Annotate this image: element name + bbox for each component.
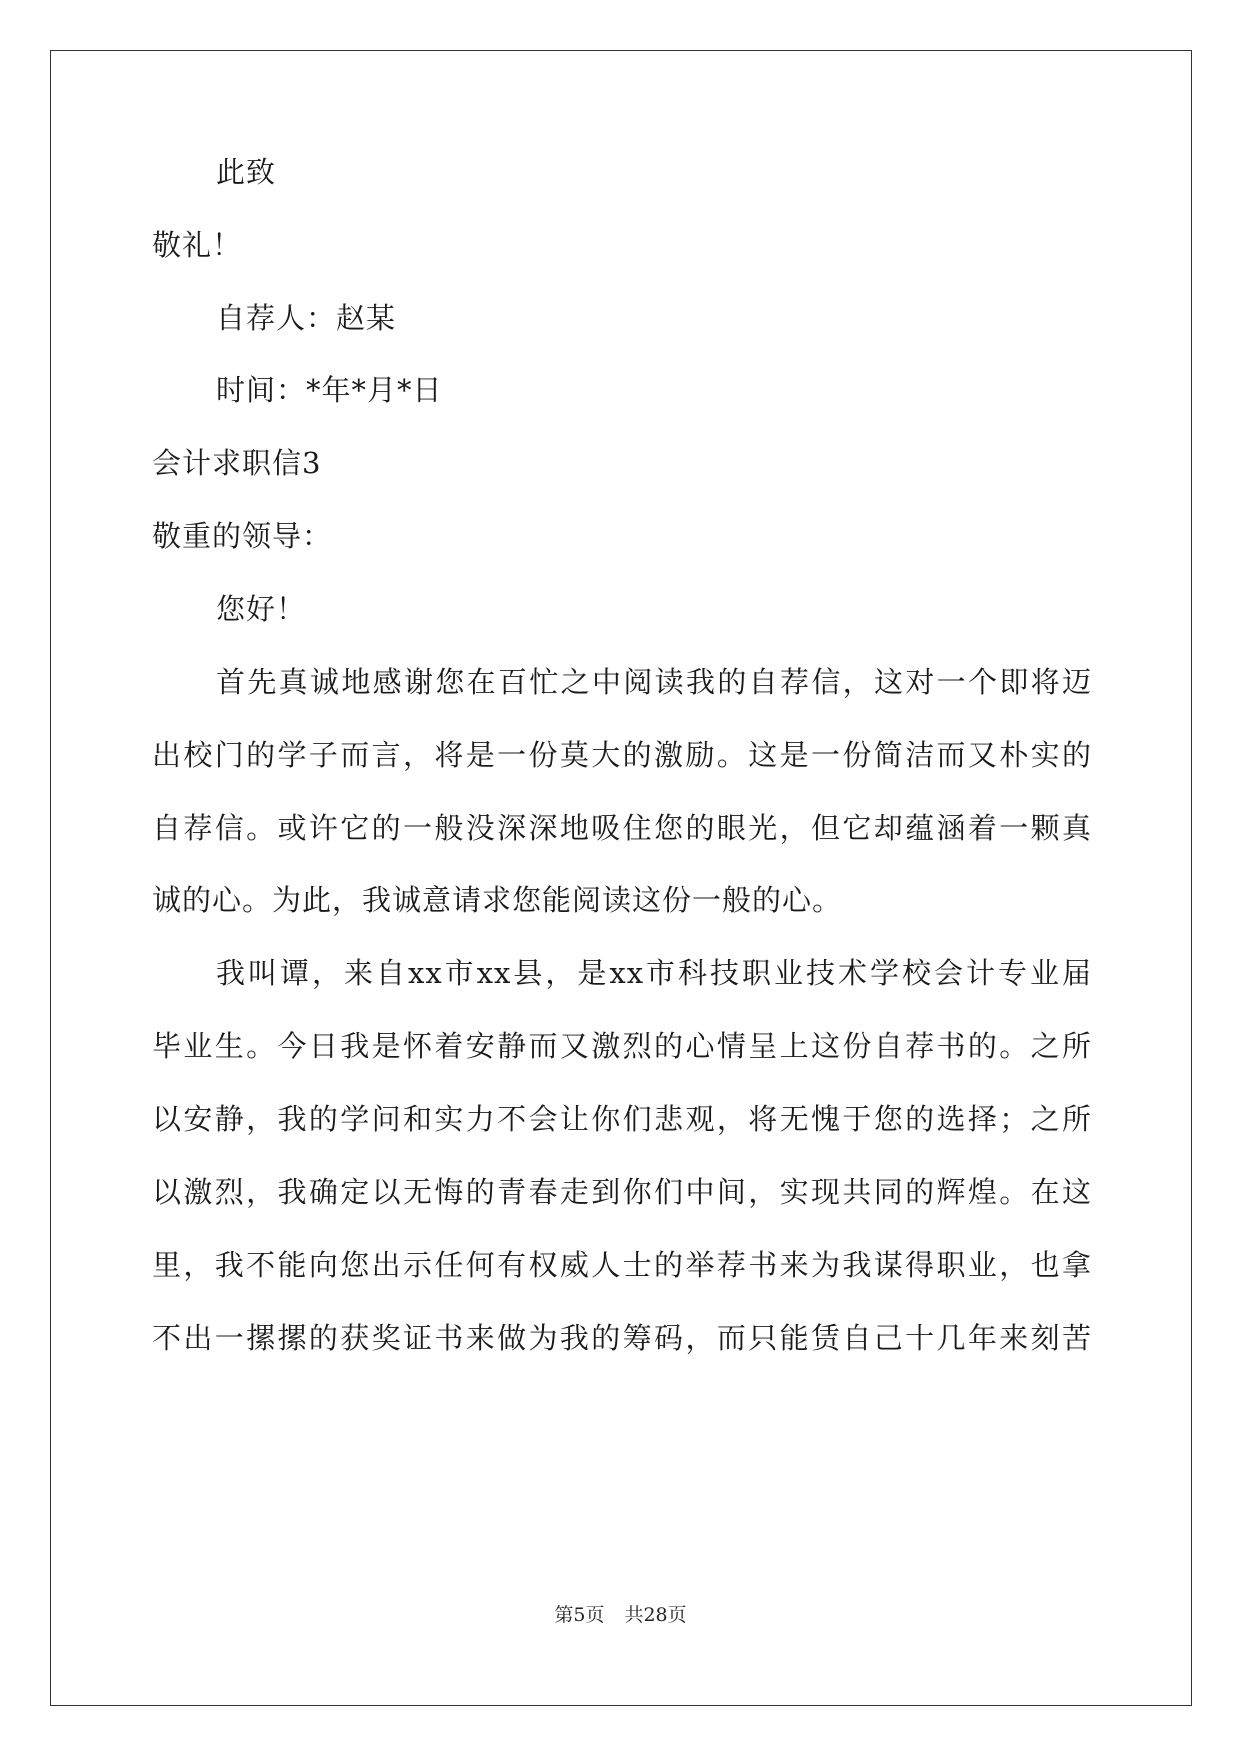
paragraph-line: 诚的心。为此，我诚意请求您能阅读这份一般的心。 [152, 883, 843, 917]
signer-line: 自荐人：赵某 [216, 301, 397, 335]
date-line: 时间：*年*月*日 [216, 373, 443, 407]
section-title: 会计求职信3 [152, 446, 322, 480]
closing-salutation: 此致 [216, 155, 277, 189]
paragraph-line: 自荐信。或许它的一般没深深地吸住您的眼光，但它却蕴涵着一颗真 [152, 811, 1092, 845]
page-footer [0, 1600, 1241, 1627]
paragraph-line: 不出一摞摞的获奖证书来做为我的筹码，而只能赁自己十几年来刻苦 [152, 1321, 1092, 1355]
paragraph-line: 里，我不能向您出示任何有权威人士的举荐书来为我谋得职业，也拿 [152, 1248, 1092, 1282]
paragraph-line: 首先真诚地感谢您在百忙之中阅读我的自荐信，这对一个即将迈 [216, 665, 1092, 699]
paragraph-line: 我叫谭，来自xx市xx县，是xx市科技职业技术学校会计专业届 [216, 956, 1092, 990]
page-total: 共28页 [624, 1604, 687, 1626]
greeting: 敬重的领导： [152, 519, 333, 553]
paragraph-line: 以激烈，我确定以无悔的青春走到你们中间，实现共同的辉煌。在这 [152, 1175, 1092, 1209]
paragraph-line: 以安静，我的学问和实力不会让你们悲观，将无愧于您的选择；之所 [152, 1102, 1092, 1136]
closing-regards: 敬礼！ [152, 228, 243, 262]
hello: 您好！ [216, 592, 307, 626]
paragraph-line: 毕业生。今日我是怀着安静而又激烈的心情呈上这份自荐书的。之所 [152, 1029, 1092, 1063]
paragraph-line: 出校门的学子而言，将是一份莫大的激励。这是一份简洁而又朴实的 [152, 738, 1092, 772]
page-number: 第5页 [554, 1604, 605, 1626]
